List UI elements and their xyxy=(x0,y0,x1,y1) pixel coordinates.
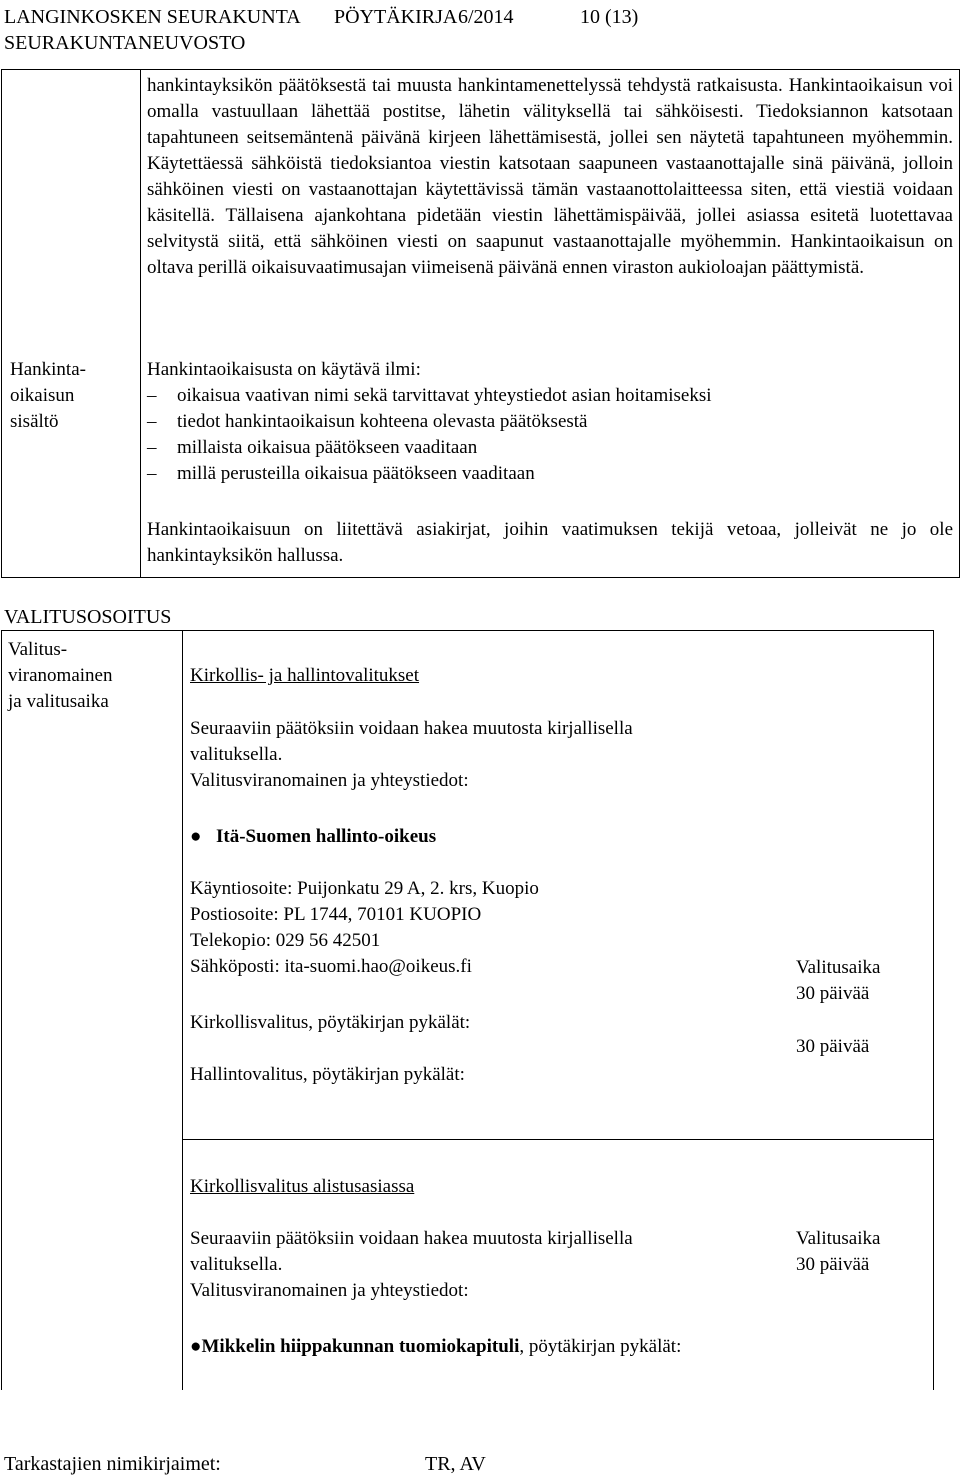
bullet-icon: ● xyxy=(190,1336,202,1357)
side-label-line: viranomainen xyxy=(8,665,113,686)
block2-time-label: Valitusaika xyxy=(796,1228,881,1249)
document-type: PÖYTÄKIRJA xyxy=(334,6,458,28)
appeal-time-label: Valitusaika xyxy=(796,957,881,978)
side-label-valitusviranomainen xyxy=(8,637,112,715)
appeal-time-admin: 30 päivää xyxy=(796,1036,870,1057)
block2-intro xyxy=(190,1226,633,1304)
document-header xyxy=(4,4,638,30)
text-line: Valitusviranomainen ja yhteystiedot: xyxy=(190,770,469,791)
document-number: 6/2014 xyxy=(458,6,514,28)
fax-number: Telekopio: 029 56 42501 xyxy=(190,930,381,951)
postal-address: Postiosoite: PL 1744, 70101 KUOPIO xyxy=(190,904,482,925)
list-item-text: millaista oikaisua päätökseen vaaditaan xyxy=(177,437,478,458)
bullet-icon: ● xyxy=(190,826,202,847)
list-item xyxy=(147,461,953,487)
footer-initials: TR, AV xyxy=(425,1453,486,1475)
contact-info xyxy=(190,876,539,980)
valitus-top-border xyxy=(1,630,934,631)
valitus-middle-border xyxy=(182,630,183,1390)
text-line: Seuraaviin päätöksiin voidaan hakea muutosta kirjallisella xyxy=(190,718,633,739)
authority-item xyxy=(190,1334,681,1360)
side-label-line: Hankinta- xyxy=(10,359,86,380)
dash-marker: – xyxy=(147,437,157,458)
text-line: valituksella. xyxy=(190,1254,283,1275)
section-title: VALITUSOSOITUS xyxy=(4,606,172,628)
side-label-line: oikaisun xyxy=(10,385,75,406)
page-number: 10 (13) xyxy=(580,6,639,28)
appeal-time-church: 30 päivää xyxy=(796,983,870,1004)
dash-marker: – xyxy=(147,463,157,484)
list-item xyxy=(147,409,953,435)
text-line: Seuraaviin päätöksiin voidaan hakea muutosta kirjallisella xyxy=(190,1228,633,1249)
side-label-line: ja valitusaika xyxy=(8,691,109,712)
side-label-line: sisältö xyxy=(10,411,59,432)
admin-appeal-label: Hallintovalitus, pöytäkirjan pykälät: xyxy=(190,1064,465,1085)
email-address: Sähköposti: ita-suomi.hao@oikeus.fi xyxy=(190,956,472,977)
org-unit: SEURAKUNTANEUVOSTO xyxy=(4,32,246,54)
visit-address: Käyntiosoite: Puijonkatu 29 A, 2. krs, Kuopio xyxy=(190,878,539,899)
dash-marker: – xyxy=(147,385,157,406)
org-name: LANGINKOSKEN SEURAKUNTA xyxy=(4,6,301,28)
text-line: Valitusviranomainen ja yhteystiedot: xyxy=(190,1280,469,1301)
authority-name: Itä-Suomen hallinto-oikeus xyxy=(216,826,437,847)
dash-list xyxy=(147,383,953,487)
list-item xyxy=(147,435,953,461)
valitus-right-border xyxy=(933,630,934,1390)
authority-item xyxy=(190,824,436,850)
list-item-text: tiedot hankintaoikaisun kohteena olevasta päätöksestä xyxy=(177,411,588,432)
text-line: valituksella. xyxy=(190,744,283,765)
dash-marker: – xyxy=(147,411,157,432)
content-intro: Hankintaoikaisusta on käytävä ilmi: xyxy=(147,359,421,380)
side-label-line: Valitus- xyxy=(8,639,68,660)
list-item-text: millä perusteilla oikaisua päätökseen vaaditaan xyxy=(177,463,535,484)
church-appeal-label: Kirkollisvalitus, pöytäkirjan pykälät: xyxy=(190,1012,471,1033)
appeal-paragraph: hankintayksikön päätöksestä tai muusta hankintamenettelyssä tehdystä ratkaisusta. Hankintaoikaisun voi omalla vastuullaan lähettää postitse, lähetin välityksellä tai sähköisesti. Tiedoksiannon katsotaan tapahtuneen seitsemäntenä päivänä kirjeen lähettämisestä, jollei sen näytetä tapahtuneen myöhemmin. Käytettäessä sähköistä tiedoksiantoa viestin katsotaan saapuneen vastaanottajalle sinä päivänä, jolloin sähköinen viesti on vastaanottajan käytettävissä tämän vastaanottolaitteessa siten, että viestiä voidaan käsitellä. Tällaisena ajankohtana pidetään viestin lähettämispäivää, jollei asiassa esitetä luotettavaa selvitystä siitä, että sähköinen viesti on saapunut vastaanottajalle myöhemmin. Hankintaoikaisun on oltava perillä oikaisuvaatimusajan viimeisenä päivänä ennen viraston aukioloajan päättymistä. xyxy=(147,75,953,278)
block1-heading: Kirkollis- ja hallintovalitukset xyxy=(190,665,420,686)
footer-label: Tarkastajien nimikirjaimet: xyxy=(4,1453,221,1475)
attachments-paragraph: Hankintaoikaisuun on liitettävä asiakirjat, joihin vaatimuksen tekijä vetoaa, jolleivät ne jo ole hankintayksikön hallussa. xyxy=(147,519,953,566)
valitus-row-divider xyxy=(182,1139,934,1140)
list-item xyxy=(147,383,953,409)
side-label-hankintaoikaisun-sisalto xyxy=(10,357,86,435)
block2-time-value: 30 päivää xyxy=(796,1254,870,1275)
block2-heading: Kirkollisvalitus alistusasiassa xyxy=(190,1176,415,1197)
valitus-left-border xyxy=(1,630,2,1390)
block1-intro xyxy=(190,716,633,794)
section1-divider xyxy=(140,69,141,578)
authority-suffix: , pöytäkirjan pykälät: xyxy=(519,1336,682,1357)
authority-name: Mikkelin hiippakunnan tuomiokapituli xyxy=(201,1336,520,1357)
list-item-text: oikaisua vaativan nimi sekä tarvittavat yhteystiedot asian hoitamiseksi xyxy=(177,385,712,406)
